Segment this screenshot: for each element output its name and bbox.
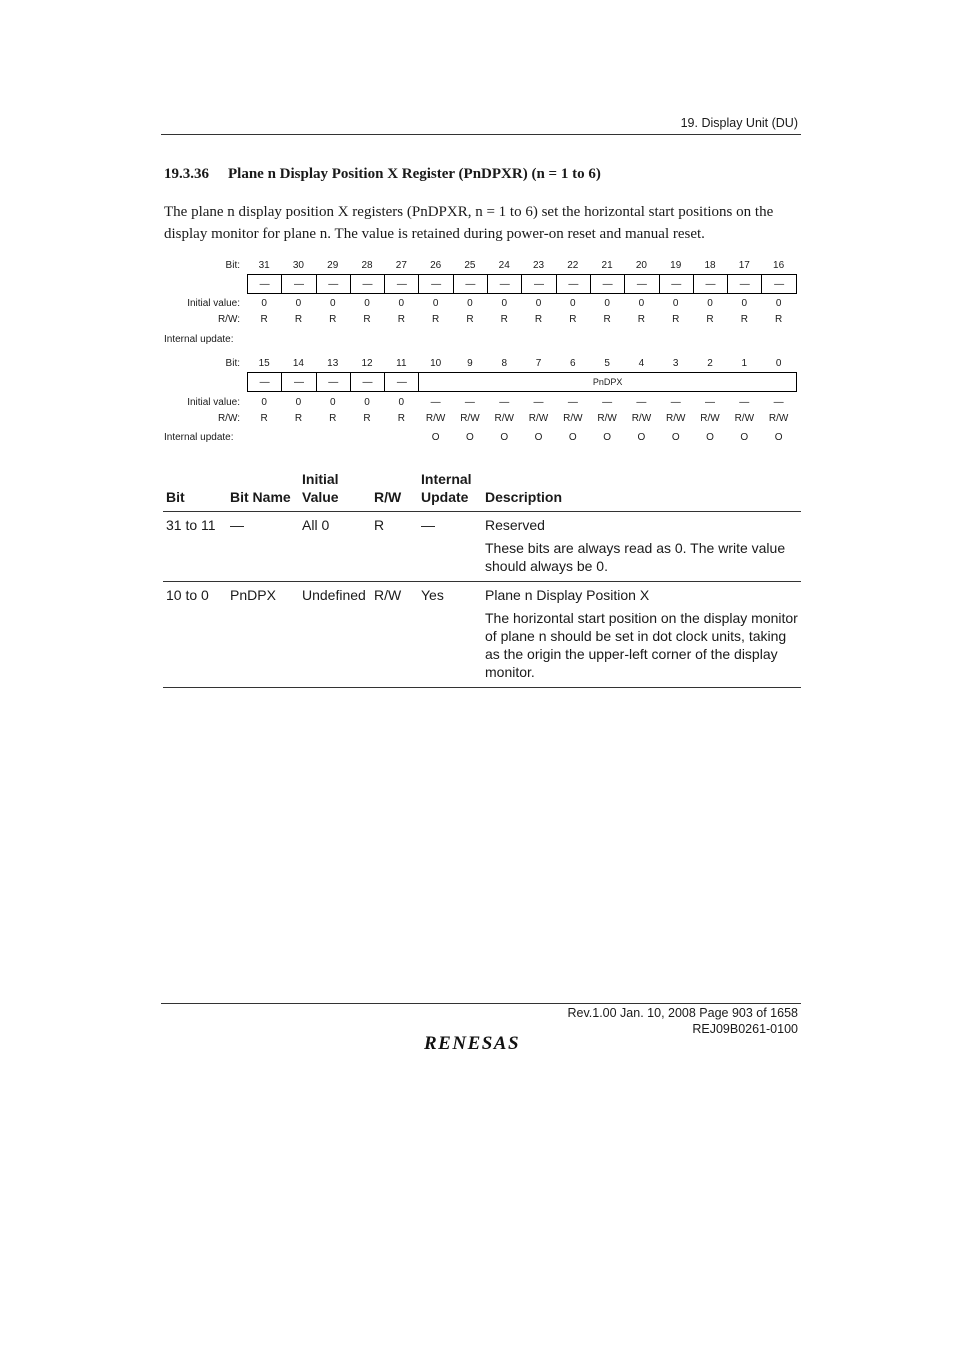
lower-bit-numbers-cell: 14 [292, 358, 304, 369]
upper-bit-numbers-cell: 31 [258, 260, 270, 271]
upper-bit-numbers-cell: 29 [327, 260, 339, 271]
lower-rw-values-cell: R/W [425, 413, 446, 424]
upper-initial-values-cell: 0 [570, 298, 576, 309]
register-field-box: — [521, 274, 556, 294]
upper-rw-values-cell: R [329, 314, 337, 325]
lower-rw-values-cell: R [260, 413, 268, 424]
lower-rw-values-cell: R/W [528, 413, 549, 424]
row-update: Yes [418, 582, 482, 688]
lower-rw-values-cell: R/W [631, 413, 652, 424]
lower-internal-update-cell: O [671, 432, 680, 443]
lower-internal-update-cell: O [466, 432, 474, 443]
lower-internal-update-cell: O [740, 432, 749, 443]
register-field-box: — [590, 274, 625, 294]
upper-bit-numbers-cell: 19 [670, 260, 682, 271]
row-initial: All 0 [299, 512, 371, 582]
upper-initial-values-cell: 0 [672, 298, 679, 309]
label-initial-upper: Initial value: [187, 298, 240, 309]
lower-initial-values-cell: 0 [398, 397, 405, 408]
upper-rw-values [247, 314, 796, 325]
lower-initial-values-cell: — [602, 397, 613, 408]
row-description [482, 582, 801, 688]
lower-initial-values-cell: — [464, 397, 475, 408]
upper-bit-numbers-cell: 27 [395, 260, 407, 271]
lower-bit-numbers [247, 358, 796, 369]
label-internal-lower: Internal update: [164, 432, 234, 443]
upper-bit-numbers-cell: 16 [773, 260, 785, 271]
upper-rw-values-cell: R [740, 314, 748, 325]
lower-internal-update-cell: O [637, 432, 646, 443]
lower-bit-numbers-cell: 15 [258, 358, 270, 369]
upper-bit-numbers-cell: 26 [430, 260, 442, 271]
renesas-logo: RENESAS [424, 1033, 521, 1054]
upper-rw-values-cell: R [363, 314, 371, 325]
header-bit-name: Bit Name [227, 470, 299, 512]
lower-initial-values-cell: — [739, 397, 750, 408]
lower-initial-values-cell: — [499, 397, 510, 408]
upper-initial-values-cell: 0 [501, 298, 507, 309]
register-field-box: — [761, 274, 796, 294]
upper-initial-values-cell: 0 [638, 298, 645, 309]
upper-rw-values-cell: R [706, 314, 714, 325]
lower-bit-numbers-cell: 9 [467, 358, 473, 369]
lower-bit-numbers-cell: 2 [707, 358, 713, 369]
lower-initial-values-cell: — [636, 397, 647, 408]
upper-initial-values-cell: 0 [707, 298, 713, 309]
lower-internal-update-cell: O [706, 432, 714, 443]
upper-rw-values-cell: R [466, 314, 474, 325]
lower-initial-values-cell: — [670, 397, 681, 408]
upper-rw-values-cell: R [500, 314, 508, 325]
lower-bit-numbers-cell: 4 [638, 358, 645, 369]
table-row [163, 582, 801, 688]
row-rw: R/W [371, 582, 418, 688]
upper-bit-numbers-cell: 25 [464, 260, 476, 271]
label-initial-lower: Initial value: [187, 397, 240, 408]
header-bit: Bit [163, 470, 227, 512]
register-field-box: — [418, 274, 453, 294]
upper-rw-values-cell: R [637, 314, 646, 325]
lower-initial-values-cell: 0 [295, 397, 302, 408]
label-rw-upper: R/W: [217, 314, 240, 325]
register-field-box: PnDPX [418, 372, 796, 392]
register-field-box: — [624, 274, 659, 294]
footer-line-1: Rev.1.00 Jan. 10, 2008 Page 903 of 1658 [567, 1006, 798, 1020]
label-internal-upper: Internal update: [164, 334, 234, 345]
row-bit-name: — [227, 512, 299, 582]
lower-rw-values-cell: R/W [597, 413, 617, 424]
upper-bit-numbers-cell: 21 [601, 260, 613, 271]
upper-bit-numbers-cell: 28 [361, 260, 373, 271]
upper-rw-values-cell: R [672, 314, 680, 325]
label-bit-upper: Bit: [225, 260, 240, 271]
lower-initial-values-cell: — [567, 397, 578, 408]
lower-initial-values-cell: 0 [329, 397, 336, 408]
upper-initial-values [247, 298, 796, 309]
lower-bit-numbers-cell: 5 [604, 358, 610, 369]
lower-internal-update-cell: O [774, 432, 783, 443]
lower-rw-values [247, 413, 796, 424]
lower-initial-values-cell: — [705, 397, 715, 408]
row-rw: R [371, 512, 418, 582]
header-rule [161, 134, 801, 135]
register-field-box: — [350, 372, 385, 392]
upper-rw-values-cell: R [294, 314, 303, 325]
lower-initial-values-cell: — [430, 397, 441, 408]
register-field-box: — [453, 274, 488, 294]
register-field-box: — [659, 274, 694, 294]
lower-rw-values-cell: R [397, 413, 405, 424]
table-header-row [163, 470, 801, 512]
row-description [482, 512, 801, 582]
lower-bit-numbers-cell: 7 [535, 358, 542, 369]
description-title: Reserved [485, 517, 545, 533]
lower-rw-values-cell: R/W [563, 413, 583, 424]
upper-bit-numbers-cell: 30 [292, 260, 304, 271]
lower-rw-values-cell: R/W [700, 413, 720, 424]
upper-field-boxes [247, 274, 797, 294]
lower-bit-numbers-cell: 3 [672, 358, 679, 369]
header-internal-update: Internal Update [418, 470, 482, 512]
register-field-box: — [693, 274, 728, 294]
register-field-box: — [384, 274, 419, 294]
upper-initial-values-cell: 0 [329, 298, 336, 309]
lower-rw-values-cell: R [363, 413, 371, 424]
upper-initial-values-cell: 0 [775, 298, 782, 309]
upper-bit-numbers-cell: 24 [498, 260, 510, 271]
section-heading: Plane n Display Position X Register (PnDPXR) (n = 1 to 6) [228, 166, 601, 182]
lower-initial-values [247, 397, 796, 408]
lower-rw-values-cell: R/W [460, 413, 480, 424]
upper-bit-numbers-cell: 22 [567, 260, 579, 271]
upper-rw-values-cell: R [397, 314, 405, 325]
lower-internal-update-cell: O [500, 432, 509, 443]
row-bit: 31 to 11 [163, 512, 227, 582]
upper-initial-values-cell: 0 [535, 298, 542, 309]
header-description: Description [482, 470, 801, 512]
lower-internal-update [247, 432, 796, 443]
bit-description-table [163, 470, 801, 688]
register-field-box: — [727, 274, 762, 294]
register-field-box: — [487, 274, 522, 294]
lower-internal-update-cell: O [534, 432, 543, 443]
upper-initial-values-cell: 0 [398, 298, 405, 309]
upper-rw-values-cell: R [774, 314, 783, 325]
footer-line-2: REJ09B0261-0100 [692, 1021, 798, 1036]
lower-internal-update-cell: O [431, 432, 440, 443]
upper-initial-values-cell: 0 [261, 298, 267, 309]
upper-initial-values-cell: 0 [604, 298, 610, 309]
upper-initial-values-cell: 0 [295, 298, 302, 309]
upper-initial-values-cell: 0 [364, 298, 370, 309]
register-field-box: — [247, 274, 282, 294]
upper-initial-values-cell: 0 [467, 298, 473, 309]
register-field-box: — [247, 372, 282, 392]
lower-internal-update-cell [316, 432, 350, 443]
lower-initial-values-cell: — [773, 397, 784, 408]
lower-bit-numbers-cell: 13 [327, 358, 339, 369]
row-update: — [418, 512, 482, 582]
upper-bit-numbers [247, 260, 796, 271]
header-rw: R/W [371, 470, 418, 512]
lower-initial-values-cell: — [533, 397, 544, 408]
register-field-box: — [556, 274, 591, 294]
running-header: 19. Display Unit (DU) [680, 116, 798, 130]
upper-bit-numbers-cell: 23 [532, 260, 545, 271]
upper-initial-values-cell: 0 [741, 298, 748, 309]
lower-rw-values-cell: R [294, 413, 303, 424]
lower-bit-numbers-cell: 6 [570, 358, 576, 369]
description-body: The horizontal start position on the display monitor of plane n should be set in dot clock units, taking as the origin the upper-left corner of the display monitor. [485, 610, 798, 680]
row-bit: 10 to 0 [163, 582, 227, 688]
register-field-box: — [384, 372, 419, 392]
upper-rw-values-cell: R [569, 314, 577, 325]
lower-initial-values-cell: 0 [261, 397, 267, 408]
lower-rw-values-cell: R/W [665, 413, 686, 424]
lower-bit-numbers-cell: 8 [501, 358, 507, 369]
lower-rw-values-cell: R/W [768, 413, 789, 424]
lower-internal-update-cell [350, 432, 384, 443]
lower-bit-numbers-cell: 0 [775, 358, 782, 369]
lower-field-boxes [247, 372, 797, 392]
label-rw-lower: R/W: [217, 413, 240, 424]
lower-internal-update-cell [247, 432, 281, 443]
upper-bit-numbers-cell: 18 [704, 260, 716, 271]
lower-rw-values-cell: R/W [734, 413, 755, 424]
lower-bit-numbers-cell: 1 [741, 358, 748, 369]
row-initial: Undefined [299, 582, 371, 688]
section-paragraph: The plane n display position X registers (PnDPXR, n = 1 to 6) set the horizontal start positions on the display monitor for plane n. The value is retained during power-on reset and manual reset. [164, 204, 774, 242]
register-field-box: — [350, 274, 385, 294]
upper-rw-values-cell: R [260, 314, 268, 325]
lower-internal-update-cell [281, 432, 315, 443]
upper-rw-values-cell: R [432, 314, 440, 325]
description-title: Plane n Display Position X [485, 587, 650, 603]
upper-initial-values-cell: 0 [432, 298, 439, 309]
header-initial-value: Initial Value [299, 470, 371, 512]
row-bit-name: PnDPX [227, 582, 299, 688]
description-body: These bits are always read as 0. The write value should always be 0. [485, 540, 786, 574]
upper-rw-values-cell: R [603, 314, 611, 325]
lower-initial-values-cell: 0 [364, 397, 370, 408]
upper-rw-values-cell: R [534, 314, 543, 325]
upper-bit-numbers-cell: 20 [635, 260, 647, 271]
upper-bit-numbers-cell: 17 [738, 260, 750, 271]
register-field-box: — [316, 274, 351, 294]
lower-bit-numbers-cell: 12 [361, 358, 373, 369]
footer-revision [567, 1006, 798, 1037]
lower-bit-numbers-cell: 11 [396, 358, 407, 369]
lower-rw-values-cell: R [329, 413, 337, 424]
register-field-box: — [281, 274, 316, 294]
label-bit-lower: Bit: [225, 358, 240, 369]
table-row [163, 512, 801, 582]
section-number: 19.3.36 [164, 166, 209, 182]
footer-rule [161, 1003, 801, 1004]
lower-internal-update-cell: O [603, 432, 611, 443]
lower-bit-numbers-cell: 10 [430, 358, 442, 369]
lower-rw-values-cell: R/W [494, 413, 514, 424]
register-field-box: — [281, 372, 316, 392]
register-field-box: — [316, 372, 351, 392]
lower-internal-update-cell: O [568, 432, 577, 443]
section-title [164, 166, 601, 183]
lower-internal-update-cell [384, 432, 418, 443]
